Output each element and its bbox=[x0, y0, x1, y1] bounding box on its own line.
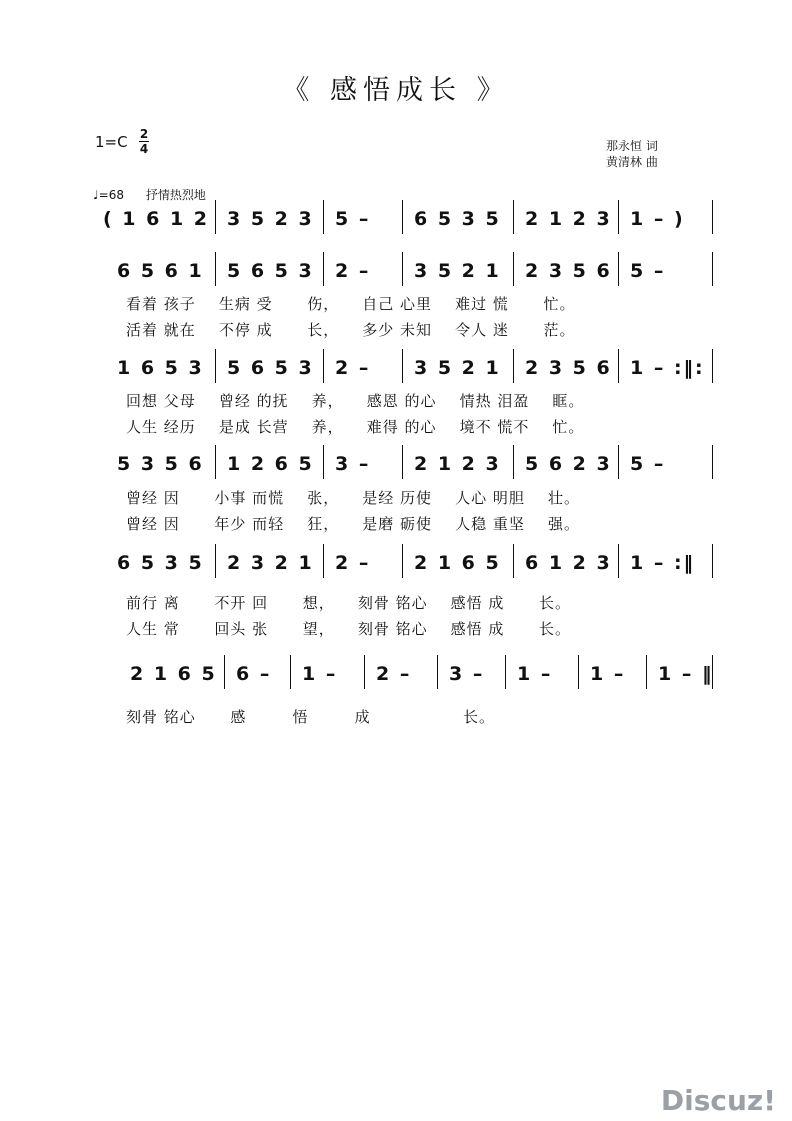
credits bbox=[606, 138, 658, 170]
watermark-logo: Discuz! bbox=[660, 1084, 776, 1117]
meter-top: 2 bbox=[139, 127, 149, 141]
bar-line bbox=[618, 544, 619, 578]
measure: 3 5 2 1 bbox=[414, 357, 501, 379]
bar-line bbox=[323, 252, 324, 286]
measure: 6 5 6 1 bbox=[117, 260, 204, 282]
bar-line bbox=[402, 349, 403, 383]
bar-line bbox=[323, 544, 324, 578]
measure: 1 – :‖: bbox=[630, 357, 705, 379]
measure: 3 – bbox=[449, 663, 485, 685]
bar-line bbox=[437, 655, 438, 689]
measure: 1 – ) bbox=[630, 208, 685, 230]
bar-line bbox=[712, 252, 713, 286]
key-signature: 1=C bbox=[95, 133, 128, 151]
measure: 2 1 6 5 bbox=[414, 552, 501, 574]
lyric-line: 看着 孩子 生病 受 伤， 自己 心里 难过 慌 忙。 bbox=[126, 295, 576, 313]
bar-line bbox=[513, 349, 514, 383]
measure: 6 – bbox=[236, 663, 272, 685]
measure: 2 3 2 1 bbox=[227, 552, 314, 574]
measure: 3 – bbox=[335, 453, 371, 475]
measure: 1 – ‖ bbox=[658, 663, 714, 685]
bar-line bbox=[402, 445, 403, 479]
bar-line bbox=[513, 252, 514, 286]
lyric-line: 人生 经历 是成 长营 养， 难得 的心 境不 慌不 忙。 bbox=[126, 418, 585, 436]
measure: 2 3 5 6 bbox=[525, 357, 612, 379]
bar-line bbox=[290, 655, 291, 689]
bar-line bbox=[505, 655, 506, 689]
bar-line bbox=[513, 544, 514, 578]
bar-line bbox=[712, 349, 713, 383]
bar-line bbox=[513, 445, 514, 479]
lyric-line: 前行 离 不开 回 想， 刻骨 铭心 感悟 成 长。 bbox=[126, 594, 572, 612]
measure: 3 5 2 1 bbox=[414, 260, 501, 282]
bar-line bbox=[323, 445, 324, 479]
measure: 1 – bbox=[302, 663, 338, 685]
measure: 6 1 2 3 bbox=[525, 552, 612, 574]
measure: 1 – bbox=[590, 663, 626, 685]
lyric-line: 曾经 因 年少 而轻 狂， 是磨 砺使 人稳 重坚 强。 bbox=[126, 515, 580, 533]
measure: ( 1 6 1 2 bbox=[103, 208, 210, 230]
lyricist: 那永恒 词 bbox=[606, 139, 658, 153]
bar-line bbox=[224, 655, 225, 689]
measure: 5 6 2 3 bbox=[525, 453, 612, 475]
bar-line bbox=[712, 655, 713, 689]
lyric-line: 回想 父母 曾经 的抚 养， 感恩 的心 情热 泪盈 眶。 bbox=[126, 392, 585, 410]
measure: 3 5 2 3 bbox=[227, 208, 314, 230]
measure: 6 5 3 5 bbox=[414, 208, 501, 230]
measure: 2 – bbox=[335, 260, 371, 282]
lyric-line: 活着 就在 不停 成 长， 多少 未知 令人 迷 茫。 bbox=[126, 321, 576, 339]
measure: 1 2 6 5 bbox=[227, 453, 314, 475]
bar-line bbox=[402, 252, 403, 286]
bar-line bbox=[364, 655, 365, 689]
measure: 2 – bbox=[335, 552, 371, 574]
bar-line bbox=[215, 252, 216, 286]
page-title: 《 感悟成长 》 bbox=[282, 75, 510, 106]
measure: 2 – bbox=[335, 357, 371, 379]
bar-line bbox=[712, 544, 713, 578]
bar-line bbox=[712, 200, 713, 234]
bar-line bbox=[646, 655, 647, 689]
lyric-line: 刻骨 铭心 感 悟 成 长。 bbox=[126, 708, 495, 726]
measure: 2 – bbox=[376, 663, 412, 685]
bar-line bbox=[618, 200, 619, 234]
measure: 2 1 6 5 bbox=[130, 663, 217, 685]
measure: 5 6 5 3 bbox=[227, 357, 314, 379]
measure: 1 6 5 3 bbox=[117, 357, 204, 379]
measure: 5 3 5 6 bbox=[117, 453, 204, 475]
bar-line bbox=[712, 445, 713, 479]
bar-line bbox=[578, 655, 579, 689]
bar-line bbox=[215, 200, 216, 234]
bar-line bbox=[323, 200, 324, 234]
bar-line bbox=[215, 544, 216, 578]
measure: 2 1 2 3 bbox=[525, 208, 612, 230]
meter-bottom: 4 bbox=[139, 142, 149, 156]
lyric-line: 人生 常 回头 张 望， 刻骨 铭心 感悟 成 长。 bbox=[126, 620, 572, 638]
bar-line bbox=[618, 445, 619, 479]
tempo-mark: ♩=68 bbox=[93, 188, 124, 202]
lyric-line: 曾经 因 小事 而慌 张， 是经 历使 人心 明胆 壮。 bbox=[126, 489, 580, 507]
measure: 2 3 5 6 bbox=[525, 260, 612, 282]
time-signature bbox=[138, 128, 150, 155]
composer: 黄清林 曲 bbox=[606, 155, 658, 169]
bar-line bbox=[402, 544, 403, 578]
tempo-marking bbox=[93, 186, 206, 203]
bar-line bbox=[215, 349, 216, 383]
measure: 5 – bbox=[335, 208, 371, 230]
measure: 5 6 5 3 bbox=[227, 260, 314, 282]
bar-line bbox=[618, 349, 619, 383]
measure: 2 1 2 3 bbox=[414, 453, 501, 475]
bar-line bbox=[323, 349, 324, 383]
measure: 5 – bbox=[630, 453, 666, 475]
bar-line bbox=[215, 445, 216, 479]
bar-line bbox=[618, 252, 619, 286]
measure: 1 – :‖ bbox=[630, 552, 696, 574]
measure: 1 – bbox=[517, 663, 553, 685]
bar-line bbox=[402, 200, 403, 234]
bar-line bbox=[513, 200, 514, 234]
expression: 抒情热烈地 bbox=[145, 188, 206, 202]
measure: 5 – bbox=[630, 260, 666, 282]
measure: 6 5 3 5 bbox=[117, 552, 204, 574]
